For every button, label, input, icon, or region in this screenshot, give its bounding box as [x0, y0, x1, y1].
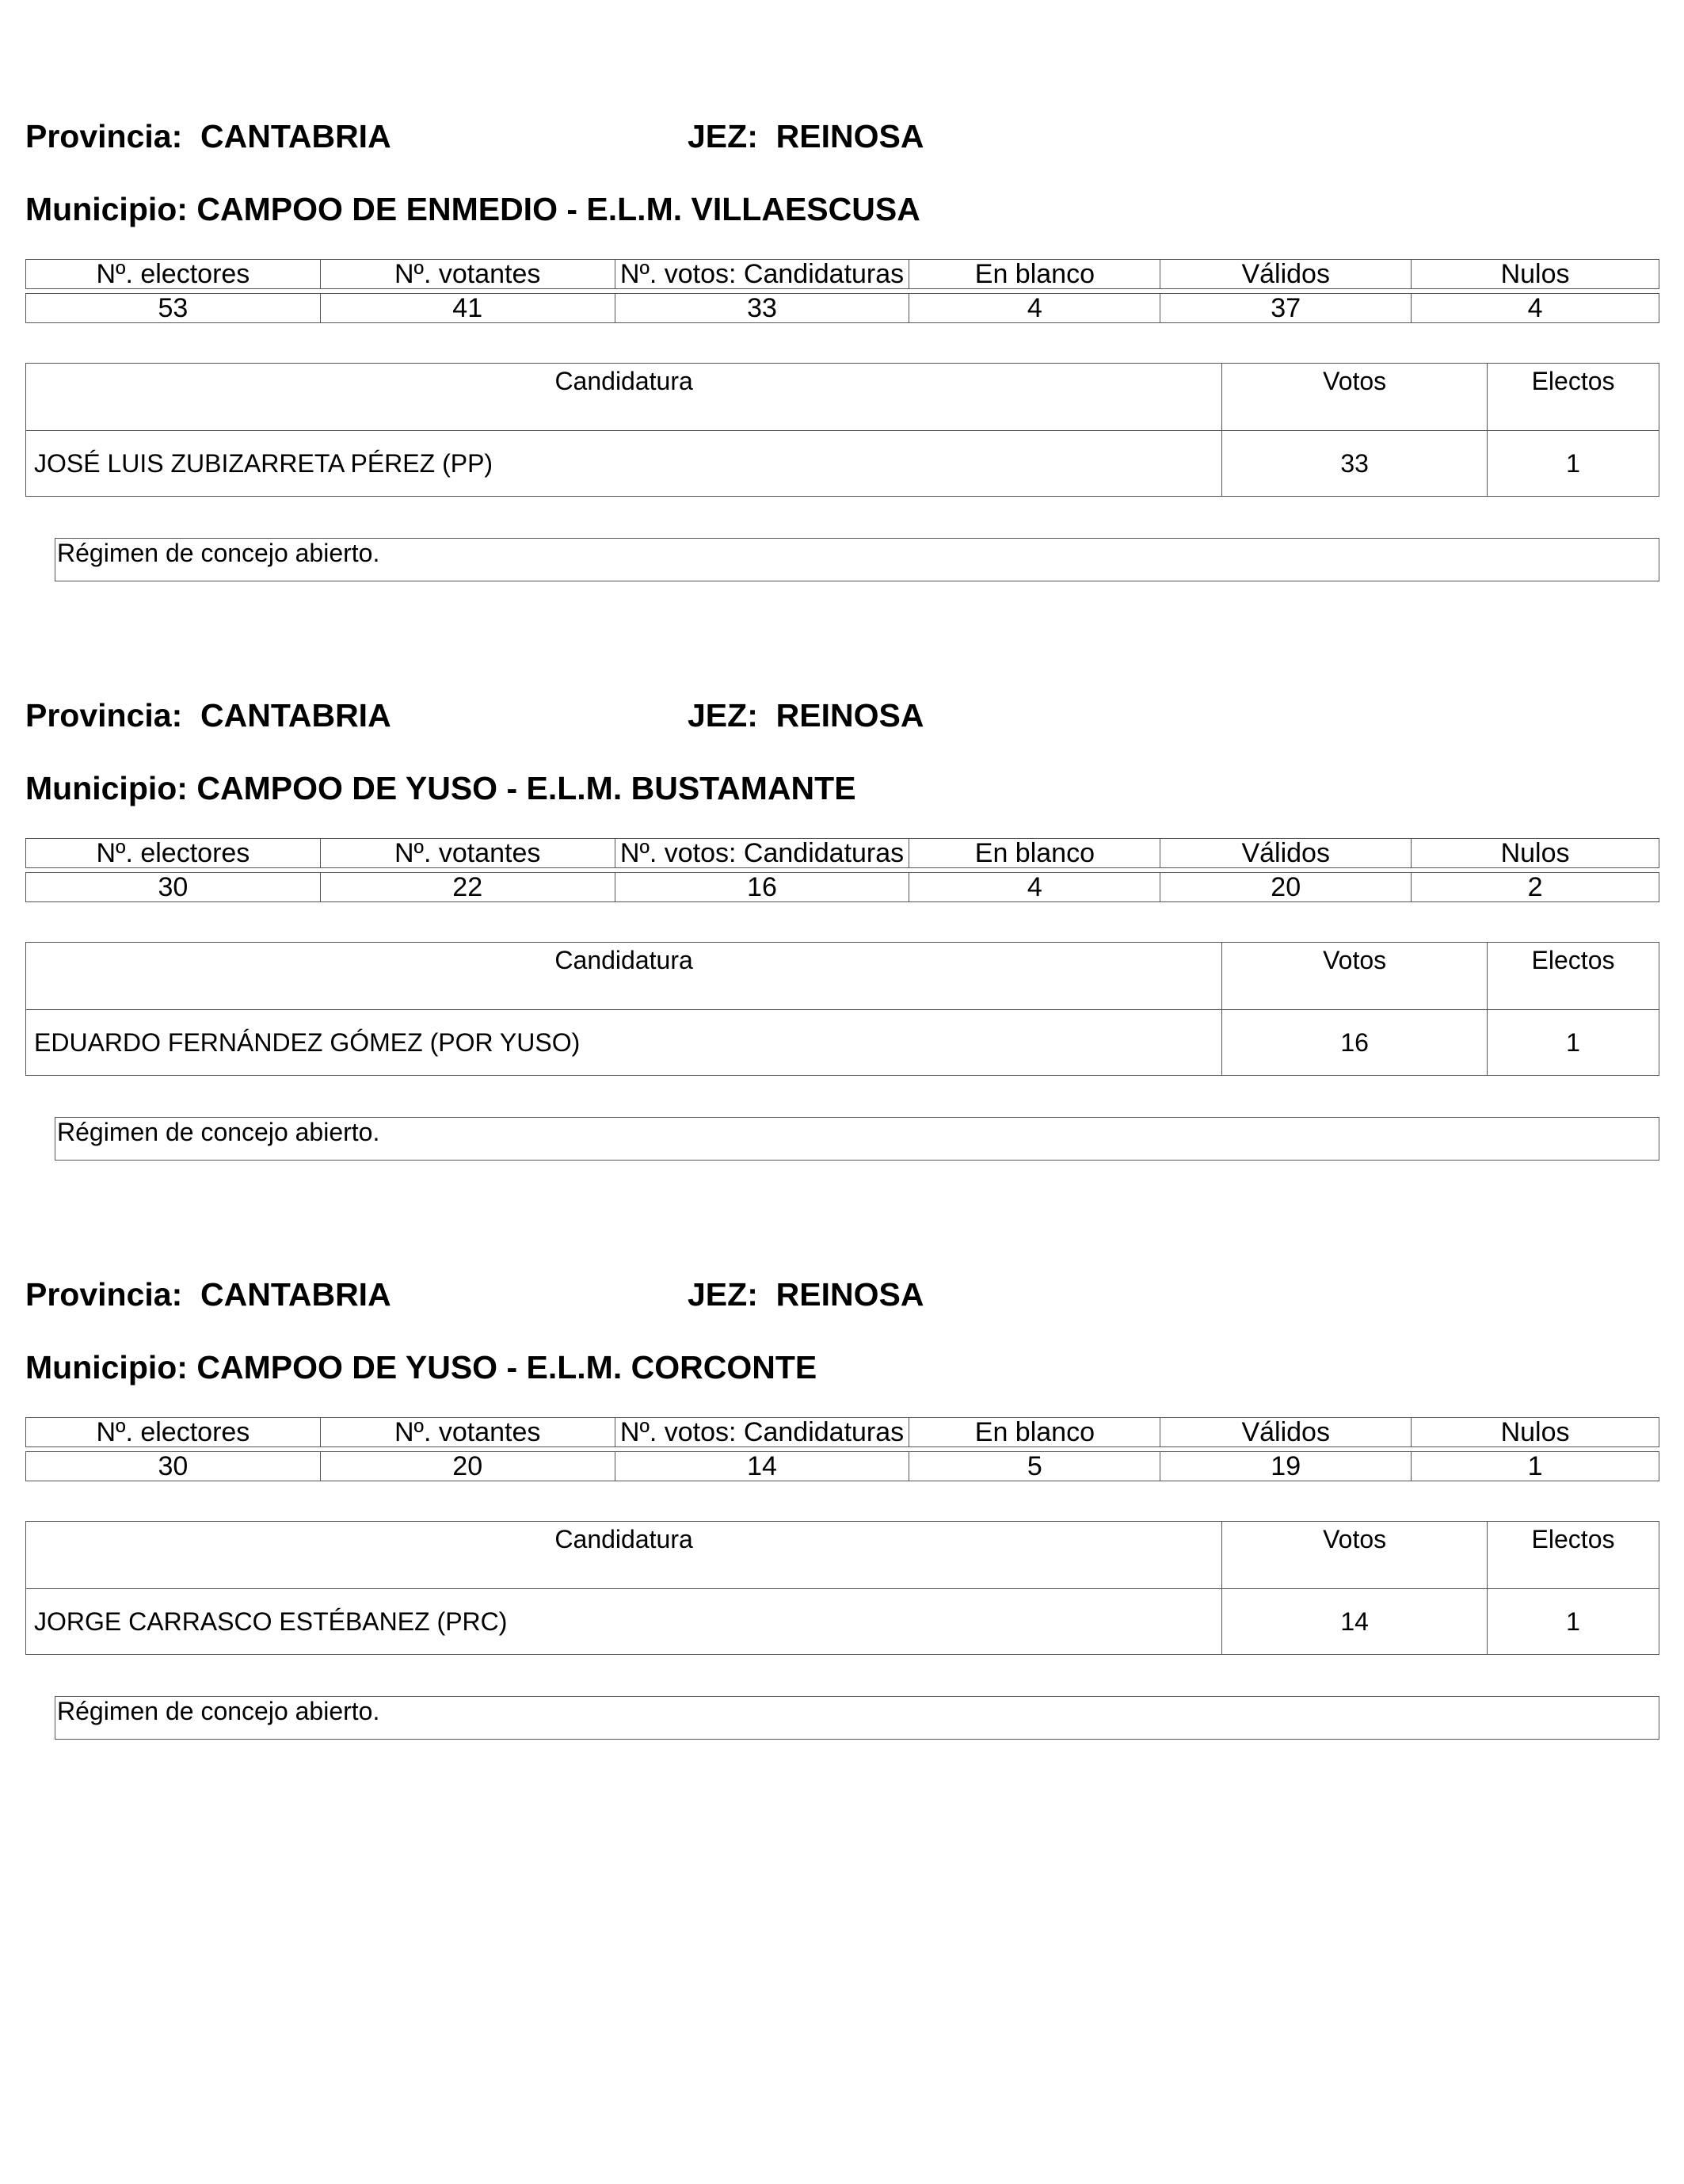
election-section: [0, 0, 1684, 570]
stat-header-electores: Nº. electores: [26, 839, 321, 868]
stats-table: [25, 838, 1659, 902]
provincia-line: [25, 1276, 391, 1313]
jez-label: JEZ:: [688, 118, 758, 154]
candidate-votos: 16: [1222, 1010, 1488, 1076]
candidate-electos: 1: [1488, 431, 1659, 497]
municipio-line: [25, 772, 856, 805]
candidate-electos: 1: [1488, 1010, 1659, 1076]
table-row: [26, 431, 1659, 497]
election-section: [0, 579, 1684, 1149]
jez-value: REINOSA: [775, 118, 924, 154]
stat-header-validos: Válidos: [1160, 1418, 1412, 1447]
candidate-electos: 1: [1488, 1589, 1659, 1655]
stat-header-votos-candidaturas: Nº. votos: Candidaturas: [615, 839, 909, 868]
stat-votos-candidaturas: 16: [615, 873, 909, 902]
stat-header-votos-candidaturas: Nº. votos: Candidaturas: [615, 1418, 909, 1447]
jez-line: [688, 1276, 924, 1313]
header-votos: Votos: [1222, 364, 1488, 431]
stats-header-row: [26, 260, 1659, 289]
stats-value-row: [26, 294, 1659, 323]
regime-note: Régimen de concejo abierto.: [55, 1117, 1659, 1161]
stat-header-validos: Válidos: [1160, 839, 1412, 868]
stats-table: [25, 1417, 1659, 1481]
stat-nulos: 1: [1412, 1452, 1659, 1481]
header-votos: Votos: [1222, 943, 1488, 1010]
stat-header-electores: Nº. electores: [26, 260, 321, 289]
jez-line: [688, 699, 924, 732]
stat-votantes: 22: [320, 873, 615, 902]
candidates-header-row: [26, 943, 1659, 1010]
provincia-label: Provincia:: [25, 1276, 183, 1313]
header-electos: Electos: [1488, 1522, 1659, 1589]
municipio-line: [25, 193, 920, 226]
provincia-label: Provincia:: [25, 118, 183, 154]
stat-header-en-blanco: En blanco: [909, 839, 1160, 868]
provincia-value: CANTABRIA: [200, 118, 391, 154]
stat-validos: 37: [1160, 294, 1412, 323]
stat-header-votos-candidaturas: Nº. votos: Candidaturas: [615, 260, 909, 289]
municipio-line: [25, 1351, 817, 1384]
provincia-value: CANTABRIA: [200, 1276, 391, 1313]
election-section: [0, 1158, 1684, 1729]
stat-votantes: 41: [320, 294, 615, 323]
stat-header-electores: Nº. electores: [26, 1418, 321, 1447]
candidates-table: [25, 942, 1659, 1076]
candidates-header-row: [26, 364, 1659, 431]
candidate-votos: 33: [1222, 431, 1488, 497]
stat-header-votantes: Nº. votantes: [320, 1418, 615, 1447]
candidate-name: EDUARDO FERNÁNDEZ GÓMEZ (POR YUSO): [26, 1010, 1222, 1076]
jez-value: REINOSA: [775, 1276, 924, 1313]
stat-validos: 19: [1160, 1452, 1412, 1481]
stat-electores: 30: [26, 873, 321, 902]
provincia-line: [25, 699, 391, 732]
provincia-value: CANTABRIA: [200, 697, 391, 734]
stat-validos: 20: [1160, 873, 1412, 902]
stats-header-row: [26, 839, 1659, 868]
stat-header-nulos: Nulos: [1412, 260, 1659, 289]
header-candidatura: Candidatura: [26, 1522, 1222, 1589]
provincia-line: [25, 120, 391, 153]
municipio-label: Municipio:: [25, 191, 188, 227]
stat-header-nulos: Nulos: [1412, 839, 1659, 868]
stat-en-blanco: 5: [909, 1452, 1160, 1481]
stat-nulos: 2: [1412, 873, 1659, 902]
stat-en-blanco: 4: [909, 294, 1160, 323]
municipio-value: CAMPOO DE YUSO - E.L.M. CORCONTE: [196, 1349, 817, 1385]
stats-header-row: [26, 1418, 1659, 1447]
candidates-table: [25, 363, 1659, 497]
stat-en-blanco: 4: [909, 873, 1160, 902]
stat-header-validos: Válidos: [1160, 260, 1412, 289]
candidate-name: JOSÉ LUIS ZUBIZARRETA PÉREZ (PP): [26, 431, 1222, 497]
stat-votos-candidaturas: 14: [615, 1452, 909, 1481]
municipio-value: CAMPOO DE YUSO - E.L.M. BUSTAMANTE: [196, 770, 856, 806]
candidate-votos: 14: [1222, 1589, 1488, 1655]
header-candidatura: Candidatura: [26, 943, 1222, 1010]
municipio-label: Municipio:: [25, 770, 188, 806]
stat-electores: 53: [26, 294, 321, 323]
stats-table: [25, 259, 1659, 323]
header-candidatura: Candidatura: [26, 364, 1222, 431]
municipio-value: CAMPOO DE ENMEDIO - E.L.M. VILLAESCUSA: [196, 191, 920, 227]
stat-header-en-blanco: En blanco: [909, 1418, 1160, 1447]
stat-header-nulos: Nulos: [1412, 1418, 1659, 1447]
jez-line: [688, 120, 924, 153]
provincia-label: Provincia:: [25, 697, 183, 734]
table-row: [26, 1589, 1659, 1655]
municipio-label: Municipio:: [25, 1349, 188, 1385]
stat-header-en-blanco: En blanco: [909, 260, 1160, 289]
stat-header-votantes: Nº. votantes: [320, 260, 615, 289]
jez-label: JEZ:: [688, 697, 758, 734]
stats-value-row: [26, 1452, 1659, 1481]
candidate-name: JORGE CARRASCO ESTÉBANEZ (PRC): [26, 1589, 1222, 1655]
stat-votos-candidaturas: 33: [615, 294, 909, 323]
regime-note: Régimen de concejo abierto.: [55, 1696, 1659, 1740]
stat-header-votantes: Nº. votantes: [320, 839, 615, 868]
stat-electores: 30: [26, 1452, 321, 1481]
candidates-table: [25, 1521, 1659, 1655]
candidates-header-row: [26, 1522, 1659, 1589]
header-electos: Electos: [1488, 364, 1659, 431]
header-votos: Votos: [1222, 1522, 1488, 1589]
jez-value: REINOSA: [775, 697, 924, 734]
stat-votantes: 20: [320, 1452, 615, 1481]
header-electos: Electos: [1488, 943, 1659, 1010]
table-row: [26, 1010, 1659, 1076]
regime-note: Régimen de concejo abierto.: [55, 538, 1659, 581]
stat-nulos: 4: [1412, 294, 1659, 323]
jez-label: JEZ:: [688, 1276, 758, 1313]
stats-value-row: [26, 873, 1659, 902]
